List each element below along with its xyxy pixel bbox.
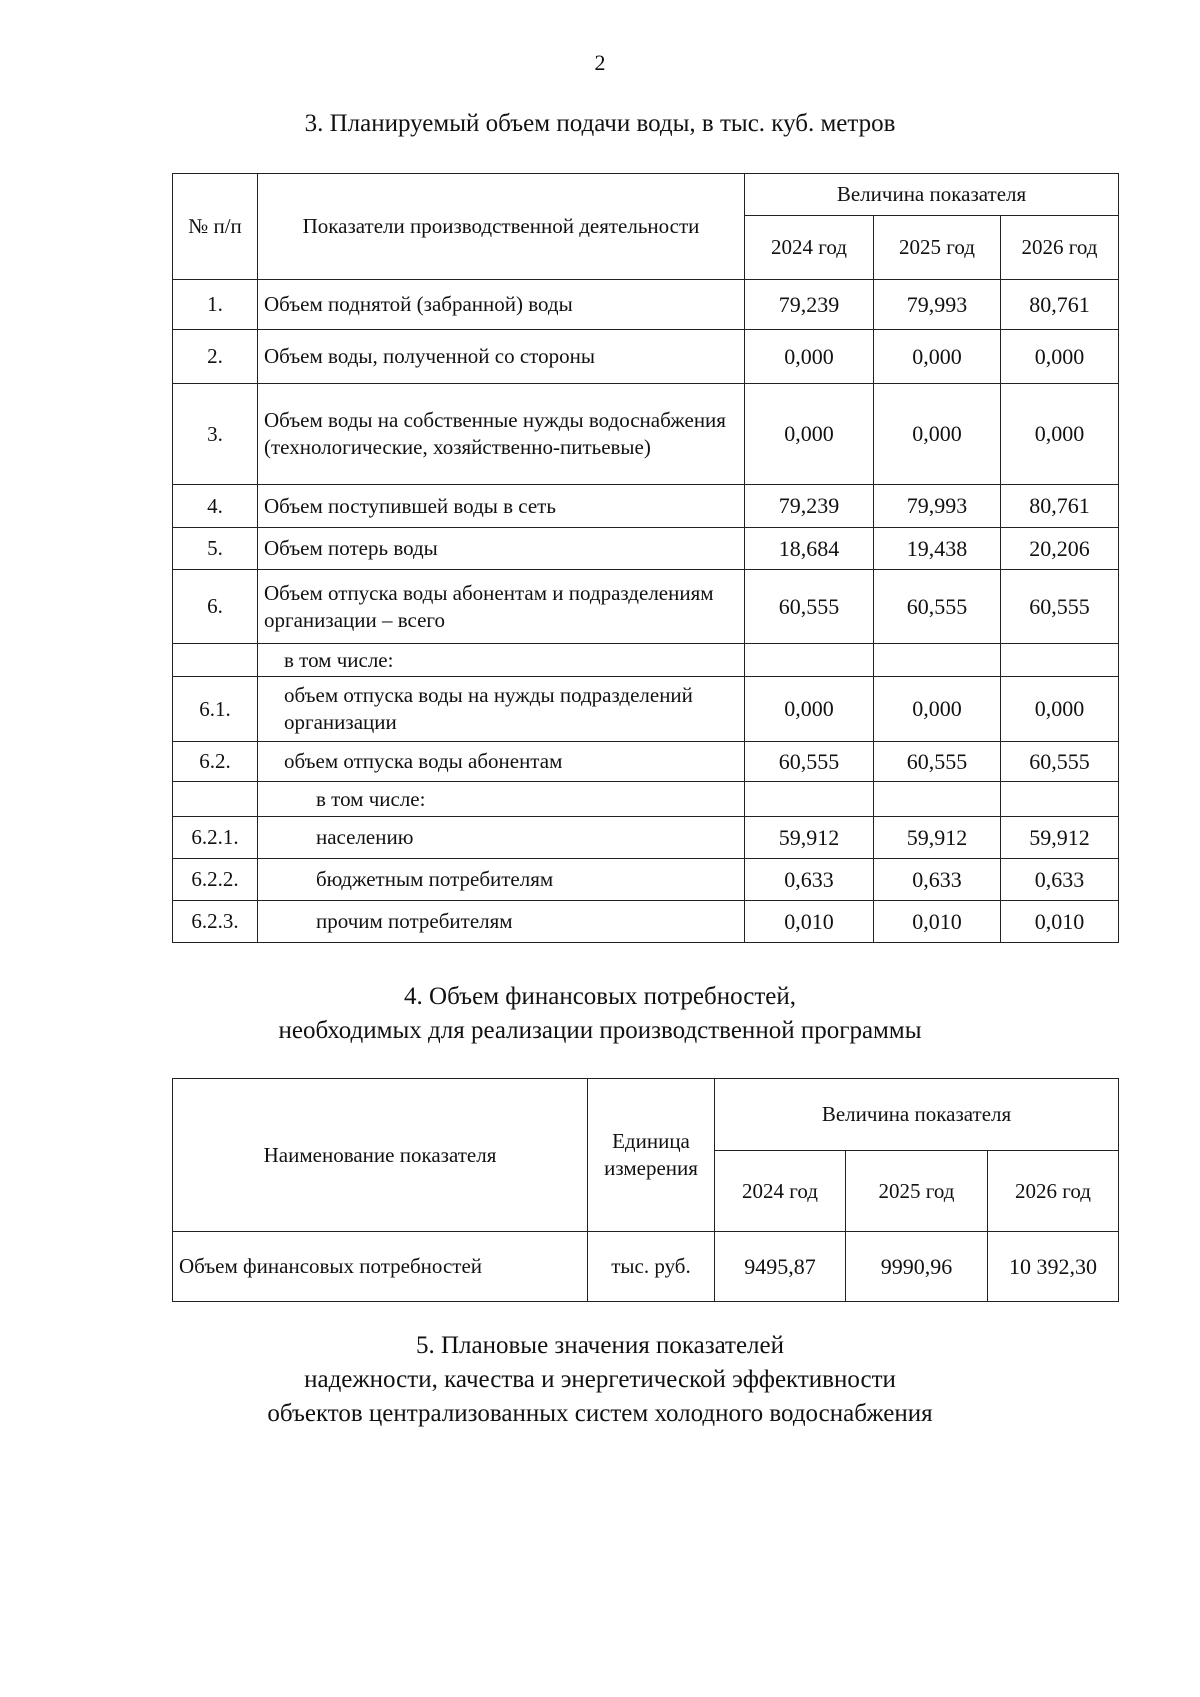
table-row (173, 1232, 1119, 1302)
table-row (173, 859, 1119, 901)
row-value (1001, 644, 1119, 677)
row-value: 79,239 (745, 280, 874, 330)
water-supply-table (172, 173, 1119, 943)
section4-title-line: необходимых для реализации производственной программы (278, 1017, 922, 1044)
row-name: населению (258, 817, 745, 859)
table-row (173, 485, 1119, 528)
row-value (874, 644, 1001, 677)
row-name: Объем поступившей воды в сеть (258, 485, 745, 528)
header-year: 2026 год (1001, 216, 1119, 280)
row-value: 0,010 (1001, 901, 1119, 943)
row-no (173, 644, 258, 677)
section4-title (0, 980, 1200, 1048)
row-no: 4. (173, 485, 258, 528)
table-row (173, 901, 1119, 943)
row-value: 60,555 (874, 742, 1001, 782)
row-value: 18,684 (745, 528, 874, 570)
row-value: 60,555 (745, 570, 874, 644)
row-name: Объем потерь воды (258, 528, 745, 570)
table-row (173, 677, 1119, 742)
table-row (173, 280, 1119, 330)
row-value (745, 782, 874, 817)
row-value: 0,633 (1001, 859, 1119, 901)
section5-title-line: 5. Плановые значения показателей (415, 1332, 785, 1359)
row-name: Объем воды, полученной со стороны (258, 330, 745, 384)
row-value: 20,206 (1001, 528, 1119, 570)
row-name: в том числе: (258, 782, 745, 817)
row-value: 0,000 (745, 384, 874, 485)
header-value: Величина показателя (745, 174, 1119, 216)
page-number: 2 (594, 50, 606, 75)
header-indicator: Показатели производственной деятельности (258, 174, 745, 280)
table-row (173, 742, 1119, 782)
header-year: 2024 год (715, 1151, 846, 1232)
header-name: Наименование показателя (173, 1079, 588, 1232)
row-name: бюджетным потребителям (258, 859, 745, 901)
row-value: 60,555 (874, 570, 1001, 644)
section3-title-text: 3. Планируемый объем подачи воды, в тыс. куб. метров (304, 110, 896, 137)
row-name: объем отпуска воды на нужды подразделений организации (258, 677, 745, 742)
table-row (173, 817, 1119, 859)
row-value: 79,993 (874, 485, 1001, 528)
row-no: 3. (173, 384, 258, 485)
row-value: 79,239 (745, 485, 874, 528)
header-no: № п/п (173, 174, 258, 280)
section5-title-line: надежности, качества и энергетической эффективности (304, 1366, 896, 1393)
row-value: 0,010 (874, 901, 1001, 943)
row-no: 6.2. (173, 742, 258, 782)
table-row (173, 782, 1119, 817)
row-value (874, 782, 1001, 817)
row-value (745, 644, 874, 677)
row-value: 0,000 (874, 384, 1001, 485)
row-value: 59,912 (1001, 817, 1119, 859)
row-value: 0,000 (745, 677, 874, 742)
row-value: 0,000 (1001, 384, 1119, 485)
section3-title (0, 107, 1200, 141)
row-value: 0,633 (745, 859, 874, 901)
row-value: 60,555 (1001, 570, 1119, 644)
table-row (173, 644, 1119, 677)
row-value: 80,761 (1001, 485, 1119, 528)
row-no (173, 782, 258, 817)
row-name: объем отпуска воды абонентам (258, 742, 745, 782)
row-value: 0,010 (745, 901, 874, 943)
header-value: Величина показателя (715, 1079, 1119, 1151)
row-no: 6.1. (173, 677, 258, 742)
table-row (173, 570, 1119, 644)
row-value: 9495,87 (715, 1232, 846, 1302)
row-unit: тыс. руб. (588, 1232, 715, 1302)
table-row (173, 528, 1119, 570)
row-value: 60,555 (1001, 742, 1119, 782)
row-value: 60,555 (745, 742, 874, 782)
row-value: 0,000 (1001, 677, 1119, 742)
row-no: 6.2.1. (173, 817, 258, 859)
row-name: Объем отпуска воды абонентам и подразделениям организации – всего (258, 570, 745, 644)
row-no: 1. (173, 280, 258, 330)
table-row (173, 330, 1119, 384)
header-year: 2025 год (874, 216, 1001, 280)
row-value: 19,438 (874, 528, 1001, 570)
header-unit: Единица измерения (588, 1079, 715, 1232)
row-name: Объем финансовых потребностей (173, 1232, 588, 1302)
row-no: 5. (173, 528, 258, 570)
row-no: 2. (173, 330, 258, 384)
row-no: 6. (173, 570, 258, 644)
section5-title-line: объектов централизованных систем холодного водоснабжения (267, 1400, 933, 1427)
header-year: 2025 год (846, 1151, 988, 1232)
row-value: 0,633 (874, 859, 1001, 901)
row-no: 6.2.3. (173, 901, 258, 943)
financial-needs-table (172, 1078, 1119, 1302)
row-name: Объем поднятой (забранной) воды (258, 280, 745, 330)
section5-title (0, 1329, 1200, 1431)
row-name: прочим потребителям (258, 901, 745, 943)
section4-title-line: 4. Объем финансовых потребностей, (404, 983, 796, 1010)
row-value: 0,000 (874, 677, 1001, 742)
row-value (1001, 782, 1119, 817)
row-value: 80,761 (1001, 280, 1119, 330)
row-no: 6.2.2. (173, 859, 258, 901)
row-name: Объем воды на собственные нужды водоснабжения (технологические, хозяйственно-питьевые) (258, 384, 745, 485)
row-name: в том числе: (258, 644, 745, 677)
row-value: 79,993 (874, 280, 1001, 330)
row-value: 9990,96 (846, 1232, 988, 1302)
row-value: 59,912 (745, 817, 874, 859)
header-year: 2026 год (988, 1151, 1119, 1232)
row-value: 0,000 (1001, 330, 1119, 384)
header-year: 2024 год (745, 216, 874, 280)
row-value: 59,912 (874, 817, 1001, 859)
row-value: 0,000 (745, 330, 874, 384)
row-value: 0,000 (874, 330, 1001, 384)
row-value: 10 392,30 (988, 1232, 1119, 1302)
table-row (173, 384, 1119, 485)
